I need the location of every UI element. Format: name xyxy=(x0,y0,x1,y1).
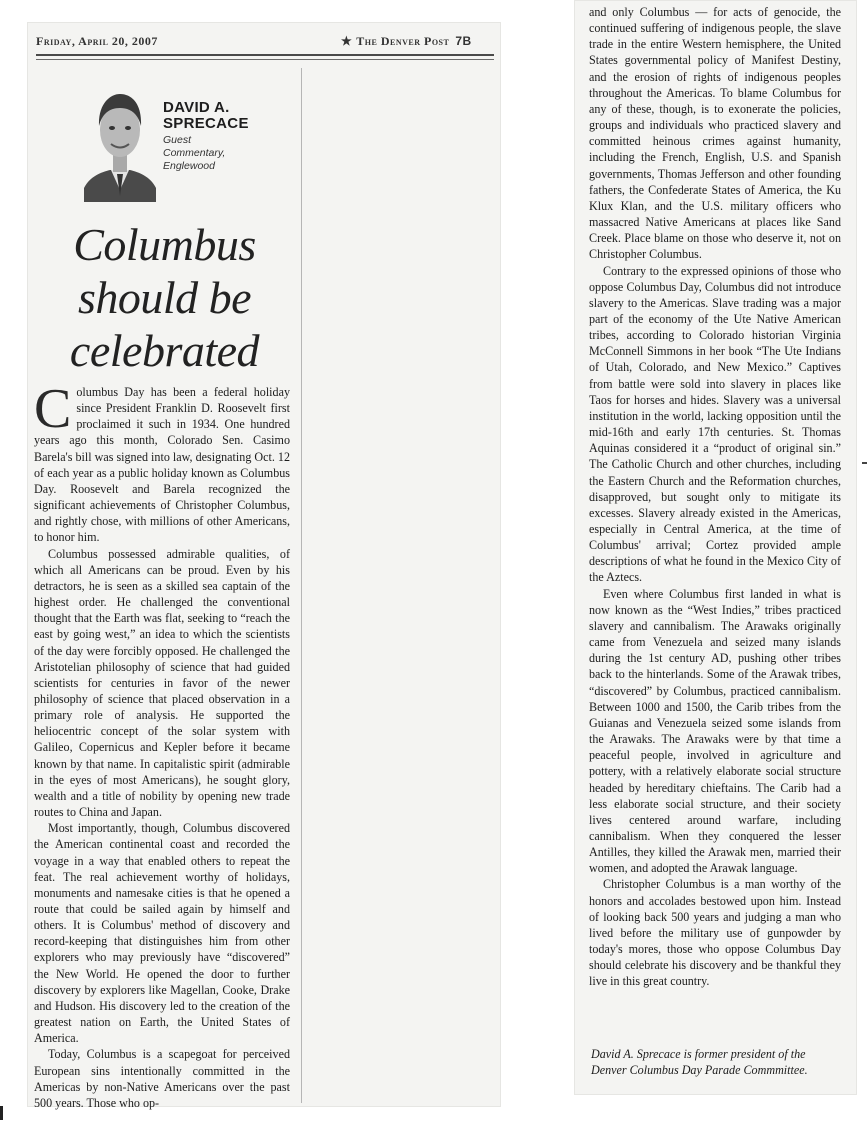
article-paragraph: Columbus Day has been a federal holiday since President Franklin D. Roosevelt first proclaimed it such in 1934. One hundred years ago this month, Colorado Sen. Casimo Barela's bill was signed into law, designating Oct. 12 of each year as a public holiday known as Columbus Day. Roosevelt and Barela recognized the significant achievements of Christopher Columbus, and rightly chose, with millions of other Americans, to honor him. xyxy=(34,378,290,545)
headline-line: celebrated xyxy=(69,325,260,376)
masthead-rule-thin xyxy=(36,59,494,60)
masthead-paper xyxy=(341,34,472,49)
article-column-right xyxy=(589,4,841,990)
masthead-paper-name: The Denver Post xyxy=(356,34,450,48)
article-paragraph: and only Columbus — for acts of genocide, the continued suffering of indigenous people, the slave trade in the entire Western hemisphere, the United States governmental policy of Manifest Destiny, and the erosion of rights of indigenous peoples throughout the Americas. To blame Columbus for any of these, though, is to exonerate the policies, groups and individuals who practiced slavery and committed heinous crimes against humanity, including the French, English, U.S. and Spanish governments, Thomas Jefferson and other founding fathers, the Confederate States of America, the Ku Klux Klan, and the U.S. military officers who massacred Native Americans at places like Sand Creek. Place blame on those who deserve it, not on Christopher Columbus. xyxy=(589,5,841,262)
drop-cap: C xyxy=(34,378,72,440)
byline xyxy=(163,100,293,173)
column-divider xyxy=(301,68,302,1103)
article-paragraph: Even where Columbus first landed in what is now known as the “West Indies,” tribes practiced slavery and cannibalism. The Arawaks originally came from Venezuela and seized many islands during the 1st century AD, pushing other tribes back to the hinterlands. Some of the Arawak tribes, “discovered” by Columbus, practiced cannibalism. Between 1000 and 1500, the Carib tribes from the Guianas and Venezuela seized some islands from the Arawaks. The Arawaks were by that time a peaceful people, involved in agriculture and pottery, with a relatively elaborate social structure headed by hereditary chieftains. The Carib had a less elaborate social structure, and their society lives centered around warfare, including cannibalism. When they conquered the lesser Antilles, they killed the Arawak men, married their women, and adopted the Arawak language. xyxy=(589,586,841,876)
scan-mark xyxy=(862,462,867,464)
author-photo xyxy=(84,84,156,202)
author-role xyxy=(163,134,293,173)
masthead-date: Friday, April 20, 2007 xyxy=(36,34,158,48)
article-paragraph: Most importantly, though, Columbus discovered the American continental coast and recorded the voyage in a way that enabled others to repeat the feat. The real achievement worthy of holidays, monuments and namesake cities is that he opened a route that could be sailed again by himself and others. It is Columbus' method of discovery and record-keeping that distinguishes him from other explorers who may previously have “discovered” the New World. He opened the door to further discovery by explorers like Magellan, Cooke, Drake and Hudson. His discovery led to the creation of the greatest nation on Earth, the United States of America. xyxy=(34,821,290,1046)
author-location: Englewood xyxy=(163,160,215,172)
article-paragraph: Contrary to the expressed opinions of those who oppose Columbus Day, Columbus did not introduce slavery to the Americas. Slave trading was a major part of the economy of the Ute Native American tribes, according to Colorado historian Virginia McConnell Simmons in her book “The Ute Indians of Utah, Colorado, and New Mexico.” Captives from battle were sold into slavery in places like Taos for horses and hides. Slavery was a universal institution in the world, lacking opposition until the mid-16th and early 17th centuries. St. Thomas Aquinas considered it a “product of original sin.” The Catholic Church and other churches, including the Eastern Church and the Reformation churches, disapproved, but sought only to mitigate its excesses. Slavery already existed in the Americas, especially in Central America, at the time of Columbus' arrival; Cortez provided ample descriptions of what he found in the Mexico City of the Aztecs. xyxy=(589,263,841,585)
headline-line: Columbus xyxy=(73,219,256,270)
author-tagline: David A. Sprecace is former president of the Denver Columbus Day Parade Commmittee. xyxy=(591,1047,808,1077)
author-name: DAVID A. SPRECACE xyxy=(163,99,249,132)
masthead-page-number: 7B xyxy=(455,34,472,48)
author-role-line: Guest xyxy=(163,134,192,146)
masthead-rule xyxy=(36,54,494,56)
article-paragraph: Columbus possessed admirable qualities, of which all Americans can be proud. Even by his detractors, he is seen as a skilled sea captain of the highest order. He challenged the conventional thought that the Earth was flat, seeking to “reach the east by going west,” an idea to which the scientists of the day were forcibly opposed. He challenged the Aristotelian philosophy of science that had guided scientists for centuries in favor of the newer philosophy of science that placed observation in a primary role of analysis. He supported the heliocentric concept of the solar system with Galileo, Copernicus and Kepler before it became known by that name. In capitalistic spirit (admirable in the eyes of most Americans), he sought glory, wealth and a title of nobility by opening new trade routes to China and Japan. xyxy=(34,546,290,820)
headline xyxy=(42,218,287,377)
article-paragraph: Christopher Columbus is a man worthy of the honors and accolades bestowed upon him. Instead of looking back 500 years and judging a man who lived before the military use of gunpowder by today's mores, those who oppose Columbus Day should celebrate his discovery and be thankful they live in this great country. xyxy=(589,877,841,989)
star-icon: ★ xyxy=(341,34,353,48)
article-column-left xyxy=(34,378,290,1111)
article-paragraph: Today, Columbus is a scapegoat for perceived European sins intentionally committed in the Americas by non-Native Americans over the past 500 years. Those who op- xyxy=(34,1047,290,1110)
headline-line: should be xyxy=(77,272,252,323)
author-role-line: Commentary, xyxy=(163,147,226,159)
scan-mark xyxy=(0,1106,3,1120)
